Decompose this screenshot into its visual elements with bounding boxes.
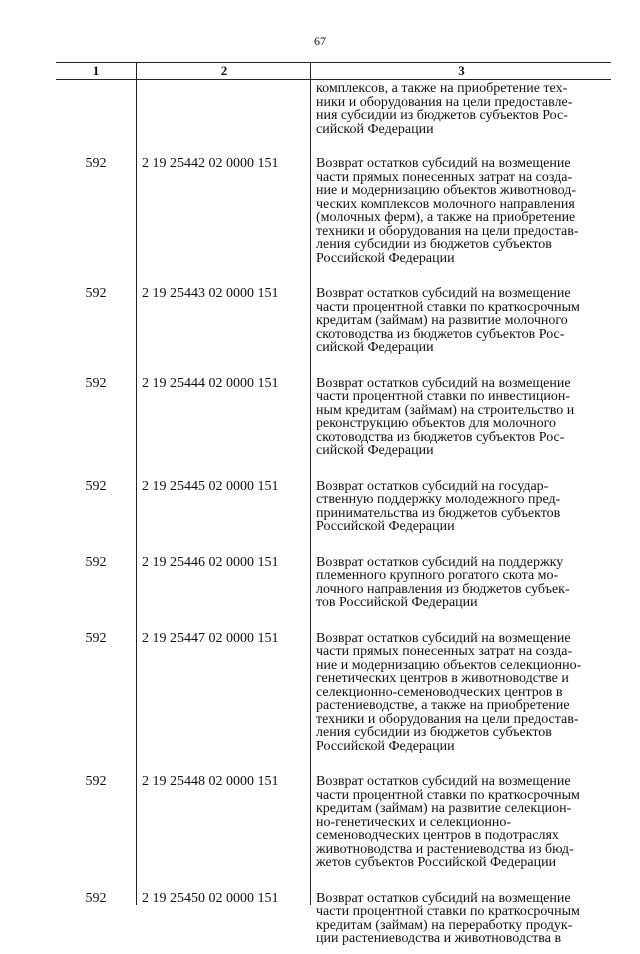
description-line: части процентной ставки по инвестицион- [316,389,571,404]
description-line: кредитам (займам) на развитие молочного [316,313,568,328]
kbk-cell: 2 19 25445 02 0000 151 [142,478,279,494]
description-line: ческих комплексов молочного направления [316,196,575,212]
description-line: тов Российской Федерации [316,595,478,610]
kbk-cell: 2 19 25442 02 0000 151 [142,156,279,171]
description-cell [316,287,611,355]
description-line: Российской Федерации [316,519,455,534]
description-cell [316,377,611,458]
description-line: селекционно-семеноводческих центров в [316,684,563,700]
description-line: ние и модернизацию объектов селекционно- [316,657,582,673]
description-line: но-генетических и селекционно- [316,814,512,830]
kbk-cell: 2 19 25444 02 0000 151 [142,375,279,391]
description-line: ления субсидии из бюджетов субъектов [316,725,552,740]
code-cell: 592 [85,554,107,570]
description-line: ние и модернизацию объектов животновод- [316,183,577,198]
description-line: Возврат остатков субсидий на возмещение [316,156,571,171]
description-line: Возврат остатков субсидий на возмещение [316,375,571,391]
description-line: Возврат остатков субсидий на возмещение [316,630,571,646]
code-cell: 592 [85,890,107,906]
description-line: ления субсидии из бюджетов субъектов [316,237,552,252]
description-line: кредитам (займам) на развитие селекцион- [316,801,572,816]
header-col-2: 2 [220,63,228,78]
description-line: скотоводства из бюджетов субъектов Рос- [316,429,565,445]
description-line: скотоводства из бюджетов субъектов Рос- [316,326,565,342]
kbk-cell: 2 19 25447 02 0000 151 [142,630,279,646]
description-line: комплексов, а также на приобретение тех- [316,81,568,96]
description-line: Возврат остатков субсидий на возмещение [316,890,571,906]
table-row [56,143,611,273]
description-line: (молочных ферм), а также на приобретение [316,210,576,225]
description-line: части процентной ставки по краткосрочным [316,299,580,315]
code-cell: 592 [85,156,107,171]
table-row [56,466,611,542]
table-row [56,878,611,954]
kbk-cell: 2 19 25448 02 0000 151 [142,774,279,789]
description-line: принимательства из бюджетов субъектов [316,505,561,521]
description-line: реконструкцию объектов для молочного [316,416,557,431]
description-line: племенного крупного рогатого скота мо- [316,568,559,583]
header-col-1: 1 [92,63,100,78]
description-line: Российской Федерации [316,738,455,754]
description-line: Российской Федерации [316,250,455,266]
description-cell [316,480,611,534]
description-line: техники и оборудования на цели предостав- [316,711,579,727]
table-row [56,542,611,618]
description-line: генетических центров в животноводстве и [316,671,569,686]
kbk-cell: 2 19 25446 02 0000 151 [142,554,279,570]
description-line: ники и оборудования на цели предоставле- [316,94,573,110]
table-row [56,273,611,363]
budget-code-table [56,62,611,954]
description-line: части процентной ставки по краткосрочным [316,904,580,919]
description-line: сийской Федерации [316,121,434,137]
description-line: ным кредитам (займам) на строительство и [316,402,575,418]
description-cell [316,556,611,610]
description-line: части прямых понесенных затрат на созда- [316,644,573,659]
description-cell [316,82,611,136]
kbk-cell: 2 19 25443 02 0000 151 [142,286,279,301]
table-row [56,363,611,466]
table-row-continuation [56,80,611,143]
description-line: ции растениеводства и животноводства в [316,931,562,946]
description-line: семеноводческих центров в подотраслях [316,828,559,843]
description-line: части прямых понесенных затрат на созда- [316,169,573,185]
column-divider-2 [310,62,311,905]
column-divider-1 [136,62,137,905]
description-line: Возврат остатков субсидий на возмещение [316,286,571,301]
table-row [56,618,611,762]
table-body [56,80,611,954]
description-cell [316,775,611,870]
description-line: жетов субъектов Российской Федерации [316,855,557,870]
description-line: сийской Федерации [316,340,434,355]
code-cell: 592 [85,478,107,494]
description-line: техники и оборудования на цели предостав- [316,223,579,239]
description-line: лочного направления из бюджетов субъек- [316,581,570,597]
description-line: Возврат остатков субсидий на государ- [316,478,549,494]
kbk-cell: 2 19 25450 02 0000 151 [142,890,279,906]
description-line: ственную поддержку молодежного пред- [316,492,561,507]
description-line: кредитам (займам) на переработку продук- [316,917,573,933]
description-line: растениеводстве, а также на приобретение [316,698,570,713]
description-line: животноводства и растениеводства из бюд- [316,841,574,857]
code-cell: 592 [85,375,107,391]
page-number: 67 [314,34,326,48]
description-line: сийской Федерации [316,443,434,458]
description-line: части процентной ставки по краткосрочным [316,787,580,803]
description-cell [316,892,611,946]
description-cell [316,632,611,754]
code-cell: 592 [85,286,107,301]
description-line: Возврат остатков субсидий на возмещение [316,774,571,789]
table-row [56,761,611,878]
table-header [56,62,611,80]
code-cell: 592 [85,630,107,646]
description-cell [316,157,611,265]
code-cell: 592 [85,774,107,789]
header-col-3: 3 [458,63,465,78]
description-line: ния субсидии из бюджетов субъектов Рос- [316,108,568,123]
description-line: Возврат остатков субсидий на поддержку [316,554,564,570]
